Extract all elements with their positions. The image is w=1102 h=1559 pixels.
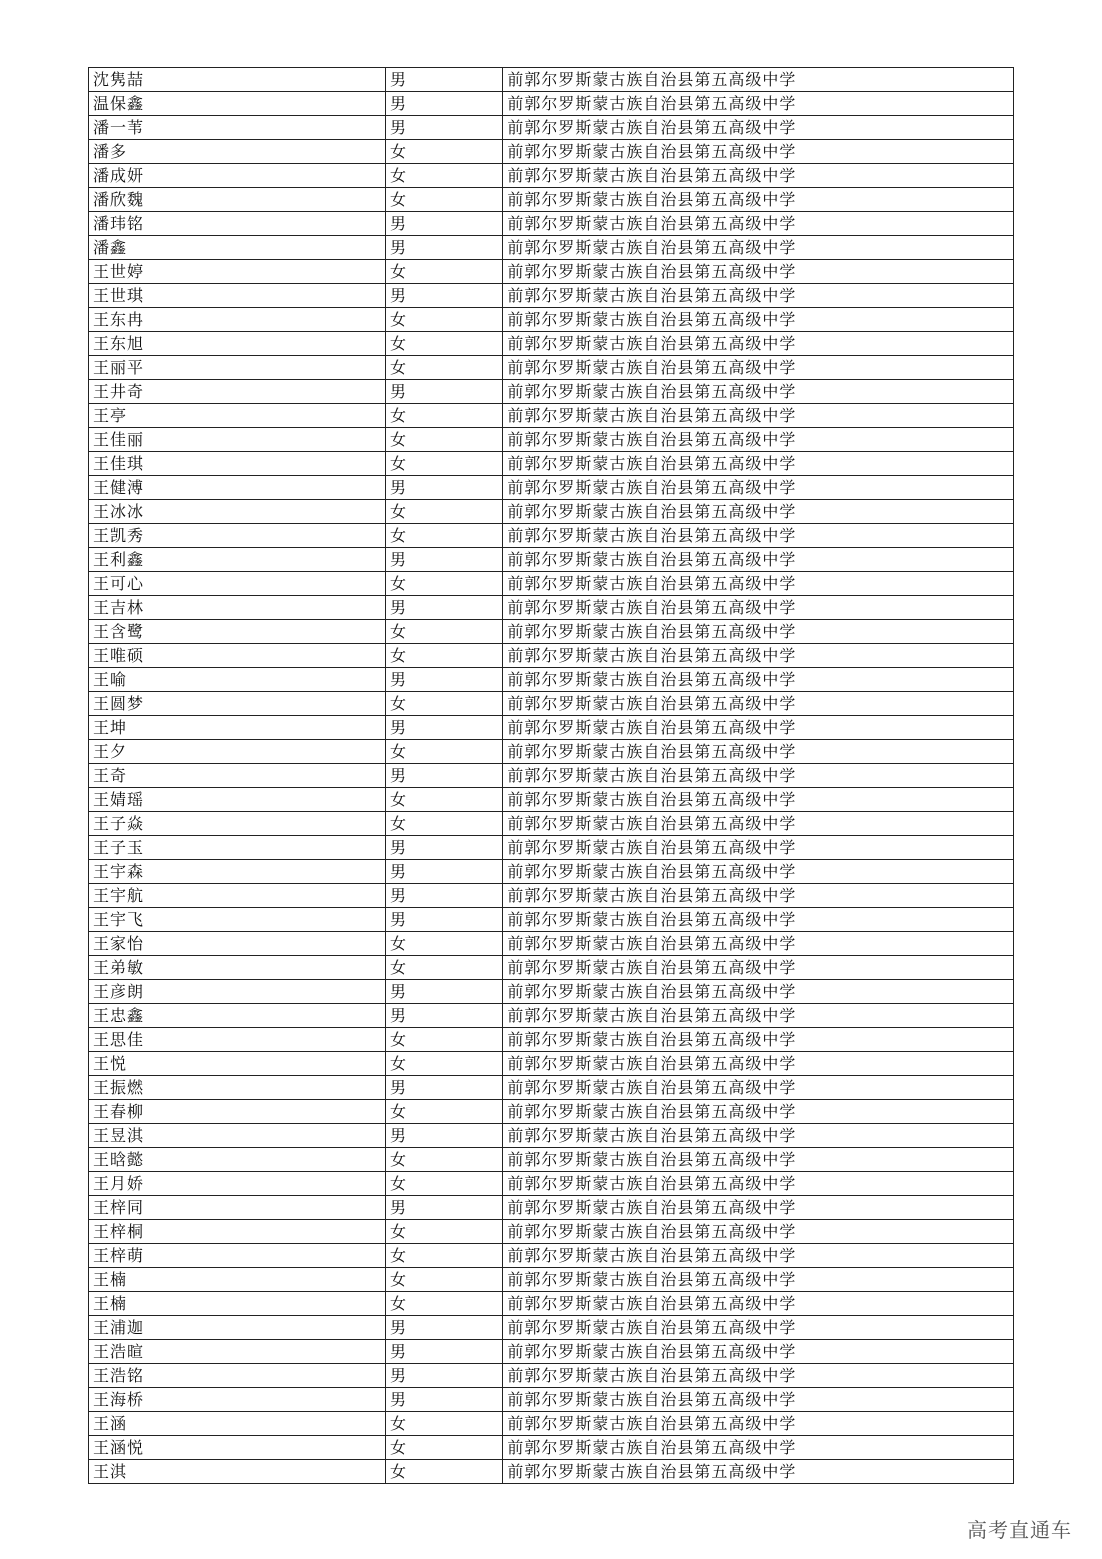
cell-name: 潘一苇 bbox=[89, 116, 386, 140]
table-row bbox=[89, 1148, 1014, 1172]
table-row bbox=[89, 1244, 1014, 1268]
table-row bbox=[89, 788, 1014, 812]
table-row bbox=[89, 1460, 1014, 1484]
cell-name: 王圆梦 bbox=[89, 692, 386, 716]
cell-school: 前郭尔罗斯蒙古族自治县第五高级中学 bbox=[503, 356, 1014, 380]
cell-school: 前郭尔罗斯蒙古族自治县第五高级中学 bbox=[503, 332, 1014, 356]
cell-school: 前郭尔罗斯蒙古族自治县第五高级中学 bbox=[503, 692, 1014, 716]
table-row bbox=[89, 812, 1014, 836]
table-row bbox=[89, 428, 1014, 452]
cell-gender: 男 bbox=[385, 236, 502, 260]
cell-school: 前郭尔罗斯蒙古族自治县第五高级中学 bbox=[503, 1244, 1014, 1268]
cell-school: 前郭尔罗斯蒙古族自治县第五高级中学 bbox=[503, 1076, 1014, 1100]
cell-gender: 女 bbox=[385, 932, 502, 956]
cell-school: 前郭尔罗斯蒙古族自治县第五高级中学 bbox=[503, 1148, 1014, 1172]
cell-gender: 女 bbox=[385, 1028, 502, 1052]
cell-gender: 女 bbox=[385, 140, 502, 164]
cell-gender: 女 bbox=[385, 404, 502, 428]
cell-school: 前郭尔罗斯蒙古族自治县第五高级中学 bbox=[503, 812, 1014, 836]
cell-name: 王弟敏 bbox=[89, 956, 386, 980]
cell-gender: 男 bbox=[385, 908, 502, 932]
cell-name: 沈隽喆 bbox=[89, 68, 386, 92]
cell-gender: 女 bbox=[385, 956, 502, 980]
cell-school: 前郭尔罗斯蒙古族自治县第五高级中学 bbox=[503, 68, 1014, 92]
cell-name: 王梓萌 bbox=[89, 1244, 386, 1268]
cell-name: 王月娇 bbox=[89, 1172, 386, 1196]
table-row bbox=[89, 1412, 1014, 1436]
cell-name: 王吉林 bbox=[89, 596, 386, 620]
cell-school: 前郭尔罗斯蒙古族自治县第五高级中学 bbox=[503, 164, 1014, 188]
cell-school: 前郭尔罗斯蒙古族自治县第五高级中学 bbox=[503, 908, 1014, 932]
cell-gender: 男 bbox=[385, 980, 502, 1004]
cell-name: 王宇飞 bbox=[89, 908, 386, 932]
table-row bbox=[89, 1100, 1014, 1124]
table-row bbox=[89, 1028, 1014, 1052]
table-row bbox=[89, 284, 1014, 308]
cell-school: 前郭尔罗斯蒙古族自治县第五高级中学 bbox=[503, 116, 1014, 140]
cell-gender: 女 bbox=[385, 164, 502, 188]
cell-name: 王婧瑶 bbox=[89, 788, 386, 812]
cell-name: 王楠 bbox=[89, 1268, 386, 1292]
table-row bbox=[89, 1220, 1014, 1244]
cell-gender: 女 bbox=[385, 452, 502, 476]
cell-gender: 女 bbox=[385, 740, 502, 764]
cell-name: 王浦迦 bbox=[89, 1316, 386, 1340]
cell-gender: 女 bbox=[385, 812, 502, 836]
cell-name: 王世婷 bbox=[89, 260, 386, 284]
cell-name: 王梓桐 bbox=[89, 1220, 386, 1244]
cell-gender: 女 bbox=[385, 1436, 502, 1460]
cell-school: 前郭尔罗斯蒙古族自治县第五高级中学 bbox=[503, 932, 1014, 956]
cell-gender: 女 bbox=[385, 788, 502, 812]
cell-gender: 男 bbox=[385, 884, 502, 908]
cell-school: 前郭尔罗斯蒙古族自治县第五高级中学 bbox=[503, 1292, 1014, 1316]
cell-name: 潘多 bbox=[89, 140, 386, 164]
cell-school: 前郭尔罗斯蒙古族自治县第五高级中学 bbox=[503, 1196, 1014, 1220]
table-row bbox=[89, 68, 1014, 92]
student-list-body bbox=[89, 68, 1014, 1484]
table-row bbox=[89, 1436, 1014, 1460]
table-row bbox=[89, 140, 1014, 164]
cell-name: 王唯硕 bbox=[89, 644, 386, 668]
cell-name: 王夕 bbox=[89, 740, 386, 764]
cell-gender: 女 bbox=[385, 188, 502, 212]
cell-name: 王东旭 bbox=[89, 332, 386, 356]
table-row bbox=[89, 188, 1014, 212]
cell-gender: 女 bbox=[385, 1148, 502, 1172]
cell-school: 前郭尔罗斯蒙古族自治县第五高级中学 bbox=[503, 860, 1014, 884]
table-row bbox=[89, 1172, 1014, 1196]
cell-gender: 男 bbox=[385, 380, 502, 404]
table-row bbox=[89, 1124, 1014, 1148]
table-row bbox=[89, 1004, 1014, 1028]
cell-name: 王世琪 bbox=[89, 284, 386, 308]
cell-school: 前郭尔罗斯蒙古族自治县第五高级中学 bbox=[503, 788, 1014, 812]
cell-gender: 女 bbox=[385, 1052, 502, 1076]
cell-school: 前郭尔罗斯蒙古族自治县第五高级中学 bbox=[503, 596, 1014, 620]
cell-name: 王亭 bbox=[89, 404, 386, 428]
table-row bbox=[89, 212, 1014, 236]
cell-school: 前郭尔罗斯蒙古族自治县第五高级中学 bbox=[503, 1220, 1014, 1244]
cell-gender: 男 bbox=[385, 836, 502, 860]
cell-name: 王悦 bbox=[89, 1052, 386, 1076]
cell-gender: 男 bbox=[385, 68, 502, 92]
cell-gender: 女 bbox=[385, 1244, 502, 1268]
table-row bbox=[89, 740, 1014, 764]
cell-school: 前郭尔罗斯蒙古族自治县第五高级中学 bbox=[503, 644, 1014, 668]
cell-gender: 男 bbox=[385, 476, 502, 500]
table-row bbox=[89, 1292, 1014, 1316]
cell-gender: 女 bbox=[385, 308, 502, 332]
cell-name: 王梓同 bbox=[89, 1196, 386, 1220]
student-list-table bbox=[88, 67, 1014, 1484]
cell-school: 前郭尔罗斯蒙古族自治县第五高级中学 bbox=[503, 1004, 1014, 1028]
cell-school: 前郭尔罗斯蒙古族自治县第五高级中学 bbox=[503, 1124, 1014, 1148]
cell-school: 前郭尔罗斯蒙古族自治县第五高级中学 bbox=[503, 308, 1014, 332]
cell-gender: 男 bbox=[385, 1388, 502, 1412]
table-row bbox=[89, 404, 1014, 428]
cell-gender: 男 bbox=[385, 860, 502, 884]
table-row bbox=[89, 980, 1014, 1004]
cell-name: 王可心 bbox=[89, 572, 386, 596]
cell-school: 前郭尔罗斯蒙古族自治县第五高级中学 bbox=[503, 620, 1014, 644]
cell-name: 王奇 bbox=[89, 764, 386, 788]
cell-gender: 女 bbox=[385, 332, 502, 356]
cell-school: 前郭尔罗斯蒙古族自治县第五高级中学 bbox=[503, 212, 1014, 236]
cell-school: 前郭尔罗斯蒙古族自治县第五高级中学 bbox=[503, 1268, 1014, 1292]
cell-school: 前郭尔罗斯蒙古族自治县第五高级中学 bbox=[503, 1460, 1014, 1484]
cell-name: 王思佳 bbox=[89, 1028, 386, 1052]
cell-name: 王淇 bbox=[89, 1460, 386, 1484]
cell-school: 前郭尔罗斯蒙古族自治县第五高级中学 bbox=[503, 1172, 1014, 1196]
cell-school: 前郭尔罗斯蒙古族自治县第五高级中学 bbox=[503, 524, 1014, 548]
table-row bbox=[89, 620, 1014, 644]
cell-name: 潘欣魏 bbox=[89, 188, 386, 212]
table-row bbox=[89, 572, 1014, 596]
table-row bbox=[89, 956, 1014, 980]
cell-name: 王健溥 bbox=[89, 476, 386, 500]
cell-gender: 女 bbox=[385, 428, 502, 452]
cell-school: 前郭尔罗斯蒙古族自治县第五高级中学 bbox=[503, 380, 1014, 404]
cell-gender: 女 bbox=[385, 500, 502, 524]
table-row bbox=[89, 356, 1014, 380]
table-row bbox=[89, 380, 1014, 404]
cell-school: 前郭尔罗斯蒙古族自治县第五高级中学 bbox=[503, 476, 1014, 500]
cell-school: 前郭尔罗斯蒙古族自治县第五高级中学 bbox=[503, 884, 1014, 908]
cell-name: 王冰冰 bbox=[89, 500, 386, 524]
table-row bbox=[89, 548, 1014, 572]
cell-name: 王宇航 bbox=[89, 884, 386, 908]
cell-gender: 女 bbox=[385, 644, 502, 668]
cell-name: 王振燃 bbox=[89, 1076, 386, 1100]
table-row bbox=[89, 644, 1014, 668]
cell-name: 王佳丽 bbox=[89, 428, 386, 452]
cell-name: 王涵 bbox=[89, 1412, 386, 1436]
cell-school: 前郭尔罗斯蒙古族自治县第五高级中学 bbox=[503, 764, 1014, 788]
cell-name: 王丽平 bbox=[89, 356, 386, 380]
cell-gender: 男 bbox=[385, 548, 502, 572]
cell-gender: 女 bbox=[385, 260, 502, 284]
cell-school: 前郭尔罗斯蒙古族自治县第五高级中学 bbox=[503, 548, 1014, 572]
cell-school: 前郭尔罗斯蒙古族自治县第五高级中学 bbox=[503, 92, 1014, 116]
table-row bbox=[89, 764, 1014, 788]
cell-school: 前郭尔罗斯蒙古族自治县第五高级中学 bbox=[503, 740, 1014, 764]
cell-school: 前郭尔罗斯蒙古族自治县第五高级中学 bbox=[503, 572, 1014, 596]
cell-name: 王喻 bbox=[89, 668, 386, 692]
cell-school: 前郭尔罗斯蒙古族自治县第五高级中学 bbox=[503, 452, 1014, 476]
table-row bbox=[89, 668, 1014, 692]
cell-name: 王昱淇 bbox=[89, 1124, 386, 1148]
cell-name: 王东冉 bbox=[89, 308, 386, 332]
cell-gender: 女 bbox=[385, 1172, 502, 1196]
cell-gender: 男 bbox=[385, 1316, 502, 1340]
cell-name: 潘成妍 bbox=[89, 164, 386, 188]
table-row bbox=[89, 1076, 1014, 1100]
cell-school: 前郭尔罗斯蒙古族自治县第五高级中学 bbox=[503, 980, 1014, 1004]
cell-school: 前郭尔罗斯蒙古族自治县第五高级中学 bbox=[503, 1436, 1014, 1460]
cell-gender: 女 bbox=[385, 1100, 502, 1124]
table-row bbox=[89, 260, 1014, 284]
cell-gender: 男 bbox=[385, 764, 502, 788]
table-row bbox=[89, 116, 1014, 140]
cell-name: 王子玉 bbox=[89, 836, 386, 860]
cell-school: 前郭尔罗斯蒙古族自治县第五高级中学 bbox=[503, 500, 1014, 524]
cell-name: 王宇森 bbox=[89, 860, 386, 884]
cell-gender: 女 bbox=[385, 1220, 502, 1244]
table-row bbox=[89, 164, 1014, 188]
table-row bbox=[89, 1340, 1014, 1364]
cell-gender: 女 bbox=[385, 1412, 502, 1436]
cell-school: 前郭尔罗斯蒙古族自治县第五高级中学 bbox=[503, 836, 1014, 860]
table-row bbox=[89, 908, 1014, 932]
table-row bbox=[89, 332, 1014, 356]
cell-name: 潘玮铭 bbox=[89, 212, 386, 236]
cell-gender: 男 bbox=[385, 1196, 502, 1220]
cell-school: 前郭尔罗斯蒙古族自治县第五高级中学 bbox=[503, 1412, 1014, 1436]
cell-name: 王海桥 bbox=[89, 1388, 386, 1412]
cell-name: 王佳琪 bbox=[89, 452, 386, 476]
table-row bbox=[89, 932, 1014, 956]
cell-school: 前郭尔罗斯蒙古族自治县第五高级中学 bbox=[503, 716, 1014, 740]
cell-gender: 男 bbox=[385, 92, 502, 116]
cell-gender: 男 bbox=[385, 1124, 502, 1148]
cell-name: 王春柳 bbox=[89, 1100, 386, 1124]
table-row bbox=[89, 92, 1014, 116]
table-row bbox=[89, 860, 1014, 884]
cell-school: 前郭尔罗斯蒙古族自治县第五高级中学 bbox=[503, 260, 1014, 284]
cell-name: 王涵悦 bbox=[89, 1436, 386, 1460]
cell-name: 王井奇 bbox=[89, 380, 386, 404]
cell-gender: 女 bbox=[385, 524, 502, 548]
table-row bbox=[89, 524, 1014, 548]
table-row bbox=[89, 596, 1014, 620]
cell-gender: 男 bbox=[385, 716, 502, 740]
cell-school: 前郭尔罗斯蒙古族自治县第五高级中学 bbox=[503, 668, 1014, 692]
cell-school: 前郭尔罗斯蒙古族自治县第五高级中学 bbox=[503, 1100, 1014, 1124]
cell-name: 王彦朗 bbox=[89, 980, 386, 1004]
cell-school: 前郭尔罗斯蒙古族自治县第五高级中学 bbox=[503, 1388, 1014, 1412]
cell-school: 前郭尔罗斯蒙古族自治县第五高级中学 bbox=[503, 1052, 1014, 1076]
cell-school: 前郭尔罗斯蒙古族自治县第五高级中学 bbox=[503, 140, 1014, 164]
table-row bbox=[89, 1268, 1014, 1292]
cell-gender: 女 bbox=[385, 572, 502, 596]
cell-gender: 男 bbox=[385, 284, 502, 308]
cell-gender: 女 bbox=[385, 1292, 502, 1316]
cell-name: 王楠 bbox=[89, 1292, 386, 1316]
table-row bbox=[89, 500, 1014, 524]
cell-school: 前郭尔罗斯蒙古族自治县第五高级中学 bbox=[503, 188, 1014, 212]
table-row bbox=[89, 1364, 1014, 1388]
cell-gender: 女 bbox=[385, 1268, 502, 1292]
cell-gender: 男 bbox=[385, 212, 502, 236]
cell-gender: 男 bbox=[385, 116, 502, 140]
cell-gender: 男 bbox=[385, 1364, 502, 1388]
cell-name: 王坤 bbox=[89, 716, 386, 740]
table-row bbox=[89, 692, 1014, 716]
table-row bbox=[89, 716, 1014, 740]
cell-gender: 女 bbox=[385, 620, 502, 644]
cell-name: 王凯秀 bbox=[89, 524, 386, 548]
cell-name: 潘鑫 bbox=[89, 236, 386, 260]
cell-school: 前郭尔罗斯蒙古族自治县第五高级中学 bbox=[503, 236, 1014, 260]
cell-school: 前郭尔罗斯蒙古族自治县第五高级中学 bbox=[503, 956, 1014, 980]
table-row bbox=[89, 236, 1014, 260]
cell-gender: 男 bbox=[385, 1004, 502, 1028]
cell-name: 王晗懿 bbox=[89, 1148, 386, 1172]
cell-gender: 女 bbox=[385, 692, 502, 716]
cell-name: 王家怡 bbox=[89, 932, 386, 956]
cell-gender: 男 bbox=[385, 1076, 502, 1100]
cell-name: 王忠鑫 bbox=[89, 1004, 386, 1028]
cell-gender: 男 bbox=[385, 596, 502, 620]
table-row bbox=[89, 308, 1014, 332]
cell-name: 王浩暄 bbox=[89, 1340, 386, 1364]
table-row bbox=[89, 452, 1014, 476]
table-row bbox=[89, 836, 1014, 860]
cell-gender: 女 bbox=[385, 1460, 502, 1484]
table-row bbox=[89, 1316, 1014, 1340]
cell-school: 前郭尔罗斯蒙古族自治县第五高级中学 bbox=[503, 284, 1014, 308]
cell-name: 温保鑫 bbox=[89, 92, 386, 116]
cell-name: 王浩铭 bbox=[89, 1364, 386, 1388]
cell-gender: 男 bbox=[385, 668, 502, 692]
cell-school: 前郭尔罗斯蒙古族自治县第五高级中学 bbox=[503, 428, 1014, 452]
cell-school: 前郭尔罗斯蒙古族自治县第五高级中学 bbox=[503, 1340, 1014, 1364]
watermark-text: 高考直通车 bbox=[967, 1518, 1072, 1542]
cell-name: 王利鑫 bbox=[89, 548, 386, 572]
cell-school: 前郭尔罗斯蒙古族自治县第五高级中学 bbox=[503, 1028, 1014, 1052]
cell-school: 前郭尔罗斯蒙古族自治县第五高级中学 bbox=[503, 404, 1014, 428]
cell-gender: 男 bbox=[385, 1340, 502, 1364]
cell-school: 前郭尔罗斯蒙古族自治县第五高级中学 bbox=[503, 1364, 1014, 1388]
cell-name: 王含鹭 bbox=[89, 620, 386, 644]
table-row bbox=[89, 1388, 1014, 1412]
cell-school: 前郭尔罗斯蒙古族自治县第五高级中学 bbox=[503, 1316, 1014, 1340]
table-row bbox=[89, 476, 1014, 500]
table-row bbox=[89, 1196, 1014, 1220]
cell-name: 王子焱 bbox=[89, 812, 386, 836]
cell-gender: 女 bbox=[385, 356, 502, 380]
table-row bbox=[89, 1052, 1014, 1076]
table-row bbox=[89, 884, 1014, 908]
